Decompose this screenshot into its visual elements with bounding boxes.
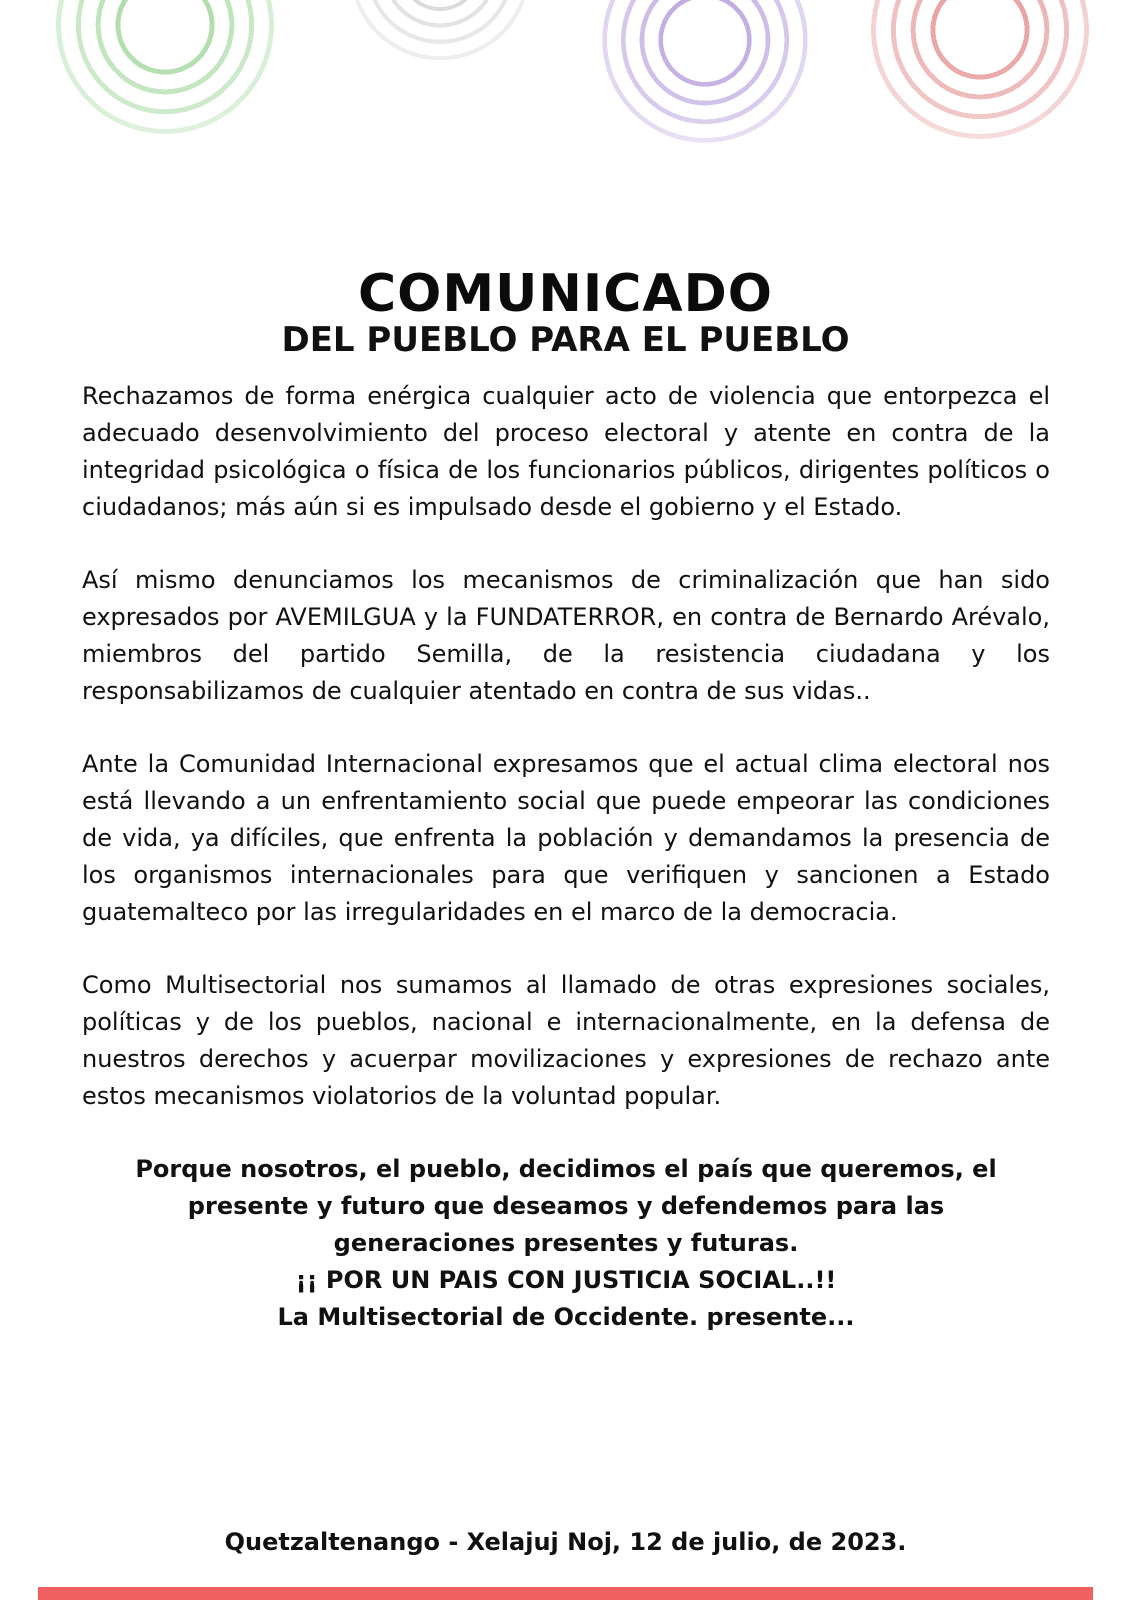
closing-line-3: generaciones presentes y futuras. bbox=[333, 1229, 799, 1257]
date-line: Quetzaltenango - Xelajuj Noj, 12 de julio, de 2023. bbox=[224, 1528, 907, 1556]
green-halftone-circle bbox=[0, 0, 340, 200]
closing-statement bbox=[82, 1151, 1050, 1336]
closing-line-4: ¡¡ POR UN PAIS CON JUSTICIA SOCIAL..!! bbox=[295, 1266, 837, 1294]
closing-line-1: Porque nosotros, el pueblo, decidimos el país que queremos, el bbox=[135, 1155, 997, 1183]
communique-content bbox=[82, 378, 1050, 1336]
red-halftone-circle bbox=[805, 0, 1131, 205]
page-title: COMUNICADO bbox=[358, 263, 773, 324]
paragraph-4: Como Multisectorial nos sumamos al llamado de otras expresiones sociales, políticas y de los pueblos, nacional e internacionalmente, en la defensa de nuestros derechos y acuerpar movilizaciones y expresiones de rechazo ante estos mecanismos violatorios de la voluntad popular. bbox=[82, 971, 1050, 1110]
page-subtitle: DEL PUEBLO PARA EL PUEBLO bbox=[281, 320, 850, 361]
paragraph-2: Así mismo denunciamos los mecanismos de criminalización que han sido expresados por AVEMILGUA y la FUNDATERROR, en contra de Bernardo Arévalo, miembros del partido Semilla, de la resistencia ciudadana y los responsabilizamos de cualquier atentado en contra de sus vidas.. bbox=[82, 566, 1050, 705]
closing-line-2: presente y futuro que deseamos y defendemos para las bbox=[187, 1192, 945, 1220]
closing-line-5: La Multisectorial de Occidente. presente... bbox=[277, 1303, 855, 1331]
bottom-accent-bar bbox=[38, 1587, 1093, 1600]
paragraph-1: Rechazamos de forma enérgica cualquier acto de violencia que entorpezca el adecuado desenvolvimiento del proceso electoral y atente en contra de la integridad psicológica o física de los funcionarios públicos, dirigentes políticos o ciudadanos; más aún si es impulsado desde el gobierno y el Estado. bbox=[82, 382, 1050, 521]
paragraph-3: Ante la Comunidad Internacional expresamos que el actual clima electoral nos está llevando a un enfrentamiento social que puede empeorar las condiciones de vida, ya difíciles, que enfrenta la población y demandamos la presencia de los organismos internacionales para que verifiquen y sancionen a Estado guatemalteco por las irregularidades en el marco de la democracia. bbox=[82, 750, 1050, 926]
